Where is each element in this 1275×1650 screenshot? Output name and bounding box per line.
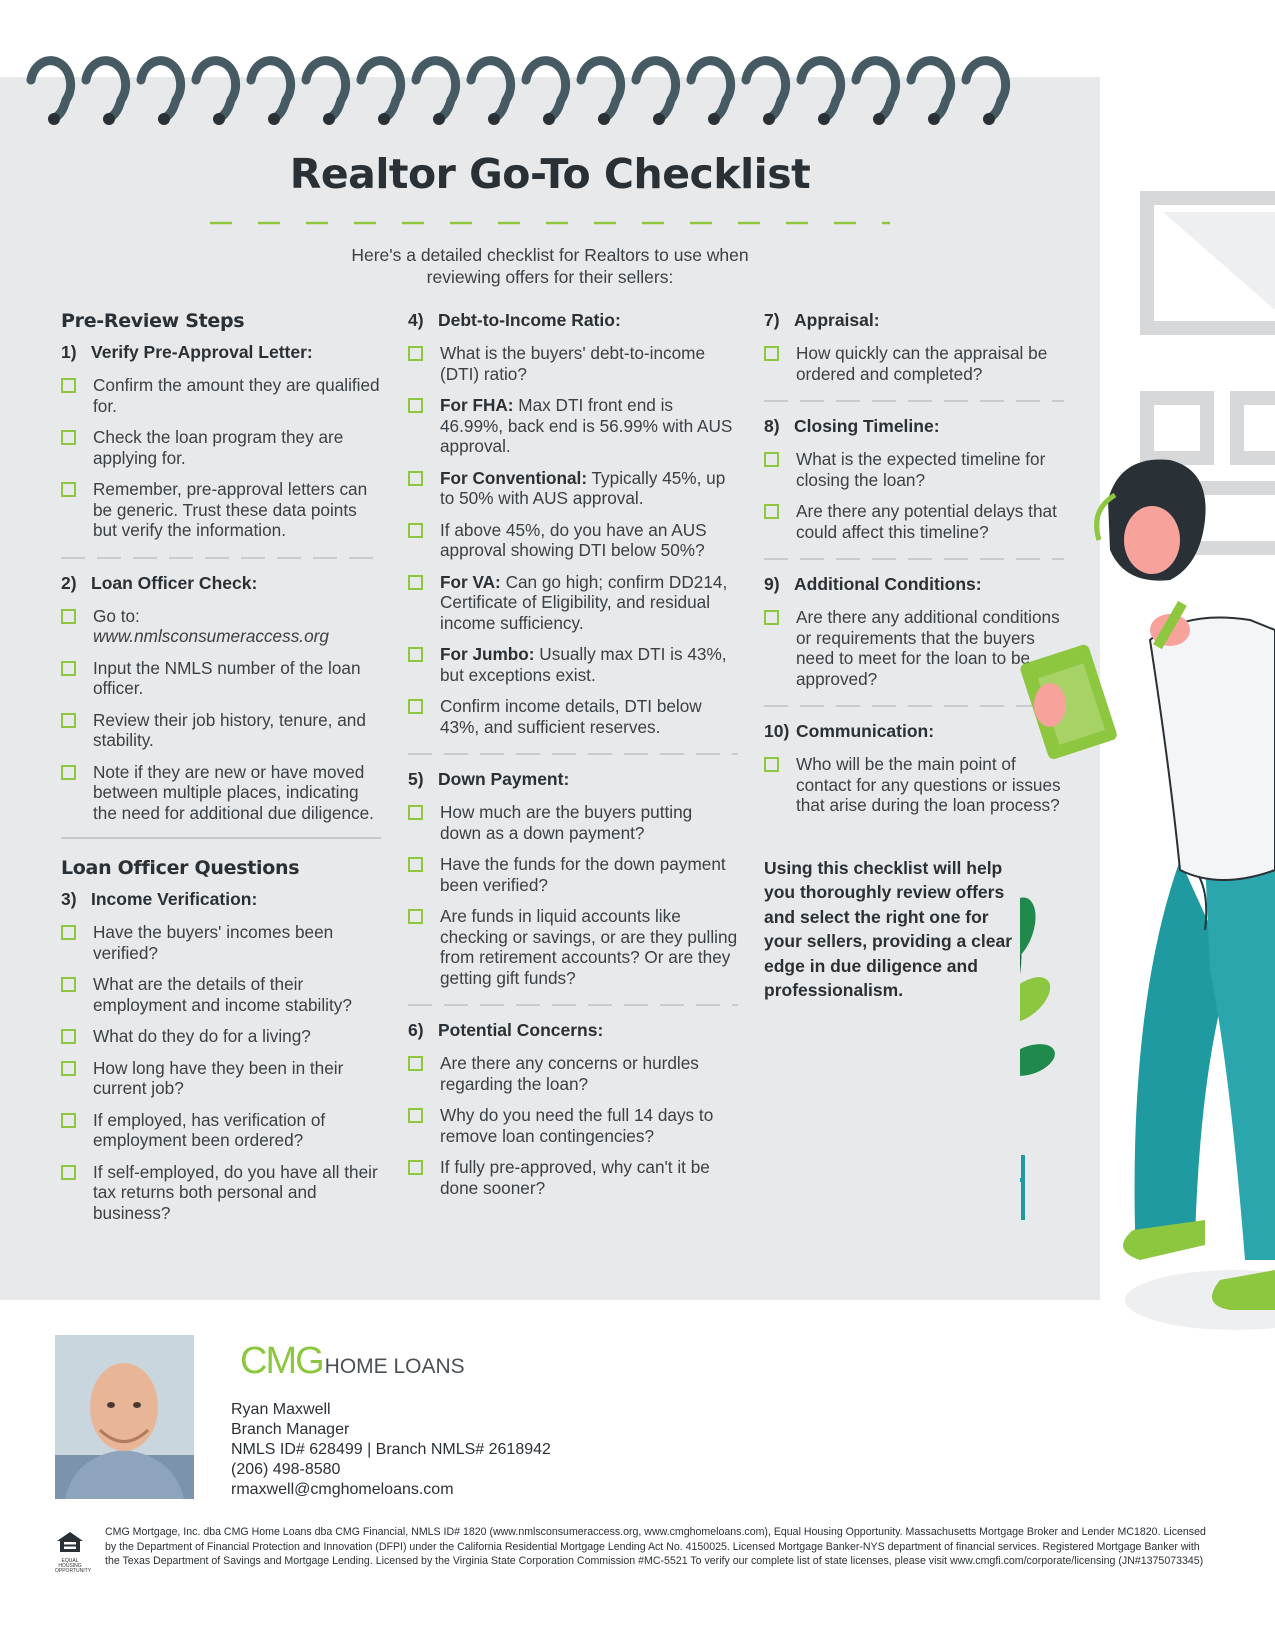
item-heading: 4) Debt-to-Income Ratio: [408, 310, 621, 330]
cmg-logo: CMG HOME LOANS [240, 1340, 465, 1382]
checklist-item[interactable]: Have the buyers' incomes been verified? [61, 922, 381, 963]
checkbox[interactable] [764, 504, 779, 519]
checkbox[interactable] [61, 430, 76, 445]
woman-with-plant-illustration [1020, 170, 1275, 1370]
contact-name: Ryan Maxwell [231, 1401, 331, 1418]
title-underline [210, 220, 890, 226]
checkbox[interactable] [408, 699, 423, 714]
item-heading: 1) Verify Pre-Approval Letter: [61, 342, 313, 362]
checklist-item[interactable]: Are there any potential delays that could affect this timeline? [764, 501, 1064, 542]
checklist-item[interactable]: What is the expected timeline for closing the loan? [764, 449, 1064, 490]
checkbox[interactable] [61, 1029, 76, 1044]
checkbox[interactable] [61, 765, 76, 780]
checkbox[interactable] [61, 977, 76, 992]
checklist-item[interactable]: Confirm income details, DTI below 43%, and sufficient reserves. [408, 696, 738, 737]
divider [408, 753, 738, 755]
checklist-item[interactable]: For Conventional: Typically 45%, up to 50% with AUS approval. [408, 468, 738, 509]
checklist-item[interactable]: For VA: Can go high; confirm DD214, Certificate of Eligibility, and residual income sufficiency. [408, 572, 738, 634]
checkbox[interactable] [61, 713, 76, 728]
checkbox[interactable] [408, 857, 423, 872]
checkbox[interactable] [408, 1108, 423, 1123]
checklist-item[interactable]: For Jumbo: Usually max DTI is 43%, but exceptions exist. [408, 644, 738, 685]
checklist-item[interactable]: Review their job history, tenure, and stability. [61, 710, 381, 751]
nmls-link[interactable]: www.nmlsconsumeraccess.org [93, 626, 329, 646]
checkbox[interactable] [61, 661, 76, 676]
checklist-item[interactable]: Confirm the amount they are qualified for. [61, 375, 381, 416]
checklist-item[interactable]: Are there any concerns or hurdles regarding the loan? [408, 1053, 738, 1094]
checkbox[interactable] [408, 805, 423, 820]
checklist-item[interactable]: If above 45%, do you have an AUS approval showing DTI below 50%? [408, 520, 738, 561]
divider [764, 400, 1064, 402]
checklist-item[interactable]: What is the buyers' debt-to-income (DTI) ratio? [408, 343, 738, 384]
section-heading: Pre-Review Steps [61, 310, 245, 332]
checklist-item[interactable]: If employed, has verification of employment been ordered? [61, 1110, 381, 1151]
column-2 [408, 310, 738, 1209]
item-heading: 7) Appraisal: [764, 310, 880, 330]
checklist-item[interactable]: Remember, pre-approval letters can be generic. Trust these data points but verify the information. [61, 479, 381, 541]
divider [764, 558, 1064, 560]
contact-block [231, 1400, 551, 1500]
divider [764, 705, 1064, 707]
item-heading: 6) Potential Concerns: [408, 1020, 604, 1040]
checklist-item[interactable]: How long have they been in their current job? [61, 1058, 381, 1099]
item-heading: 5) Down Payment: [408, 769, 570, 789]
item-heading: 2) Loan Officer Check: [61, 572, 258, 593]
contact-role: Branch Manager [231, 1421, 350, 1438]
checklist-item[interactable]: Are there any additional conditions or requirements that the buyers need to meet for the loan to be approved? [764, 607, 1064, 689]
checkbox[interactable] [764, 610, 779, 625]
checklist-item[interactable]: What are the details of their employment and income stability? [61, 974, 381, 1015]
checklist-item[interactable]: How quickly can the appraisal be ordered and completed? [764, 343, 1064, 384]
checkbox[interactable] [764, 346, 779, 361]
checkbox[interactable] [408, 471, 423, 486]
checklist-item[interactable]: Are funds in liquid accounts like checking or savings, or are they pulling from retirement accounts? Or are they getting gift funds? [408, 906, 738, 988]
checkbox[interactable] [408, 1160, 423, 1175]
column-1 [61, 310, 381, 1234]
divider [61, 837, 381, 839]
page-title: Realtor Go-To Checklist [289, 150, 811, 198]
checklist-item[interactable]: If fully pre-approved, why can't it be done sooner? [408, 1157, 738, 1198]
divider [408, 1004, 738, 1006]
checklist-item[interactable]: How much are the buyers putting down as a down payment? [408, 802, 738, 843]
house-icon [55, 1530, 85, 1554]
contact-nmls: NMLS ID# 628499 | Branch NMLS# 2618942 [231, 1441, 551, 1458]
intro-text: Here's a detailed checklist for Realtors to use when reviewing offers for their sellers: [351, 245, 749, 287]
section-heading: Loan Officer Questions [61, 857, 300, 879]
checkbox[interactable] [408, 398, 423, 413]
checkbox[interactable] [408, 1056, 423, 1071]
item-heading: 8) Closing Timeline: [764, 416, 940, 436]
checkbox[interactable] [61, 1061, 76, 1076]
contact-phone[interactable]: (206) 498-8580 [231, 1461, 341, 1478]
column-3 [764, 310, 1064, 1003]
spiral-binding [26, 40, 1036, 130]
item-heading: 3) Income Verification: [61, 889, 258, 909]
checklist-item[interactable]: Why do you need the full 14 days to remove loan contingencies? [408, 1105, 738, 1146]
checkbox[interactable] [764, 757, 779, 772]
checklist-item[interactable]: Who will be the main point of contact for any questions or issues that arise during the loan process? [764, 754, 1064, 816]
loan-officer-photo [55, 1335, 194, 1499]
checkbox[interactable] [61, 482, 76, 497]
checklist-item[interactable]: If self-employed, do you have all their tax returns both personal and business? [61, 1162, 381, 1224]
closing-statement: Using this checklist will help you thoroughly review offers and select the right one for your sellers, providing a clear edge in due diligence and professionalism. [764, 857, 1013, 1000]
item-heading: 9) Additional Conditions: [764, 574, 982, 594]
checkbox[interactable] [408, 909, 423, 924]
legal-disclaimer: CMG Mortgage, Inc. dba CMG Home Loans dba CMG Financial, NMLS ID# 1820 (www.nmlsconsumeraccess.org, www.cmghomeloans.com), Equal Housing Opportunity. Massachusetts Mortgage Broker and Lender MC1820. Licensed by the Department of Financial Protection and Innovation (DFPI) under the California Residential Mortgage Lending Act No. 4150025. Licensed Mortgage Banker-NYS department of financial services. Registered Mortgage Banker with the Texas Department of Savings and Mortgage Lending. Licensed by the Virginia State Corporation Commission #MC-5521 To verify our complete list of state licenses, please visit www.cmgfi.com/corporate/licensing (JN#1375073345) [105, 1526, 1206, 1567]
checkbox[interactable] [61, 609, 76, 624]
item-heading: 10) Communication: [764, 721, 935, 741]
checklist-item[interactable]: Go to: www.nmlsconsumeraccess.org [61, 606, 381, 647]
checkbox[interactable] [408, 647, 423, 662]
contact-email[interactable]: rmaxwell@cmghomeloans.com [231, 1481, 454, 1498]
checkbox[interactable] [408, 523, 423, 538]
checklist-item[interactable]: For FHA: Max DTI front end is 46.99%, back end is 56.99% with AUS approval. [408, 395, 738, 457]
checklist-item[interactable]: Input the NMLS number of the loan officer. [61, 658, 381, 699]
checkbox[interactable] [61, 1113, 76, 1128]
checklist-item[interactable]: Have the funds for the down payment been verified? [408, 854, 738, 895]
checkbox[interactable] [408, 575, 423, 590]
checklist-item[interactable]: Note if they are new or have moved between multiple places, indicating the need for additional due diligence. [61, 762, 381, 824]
checklist-item[interactable]: Check the loan program they are applying for. [61, 427, 381, 468]
equal-housing-logo: EQUAL HOUSING OPPORTUNITY [55, 1530, 85, 1574]
checkbox[interactable] [61, 925, 76, 940]
checkbox[interactable] [61, 378, 76, 393]
checkbox[interactable] [764, 452, 779, 467]
divider [61, 557, 381, 559]
checkbox[interactable] [61, 1165, 76, 1180]
checkbox[interactable] [408, 346, 423, 361]
checklist-item[interactable]: What do they do for a living? [61, 1026, 381, 1047]
